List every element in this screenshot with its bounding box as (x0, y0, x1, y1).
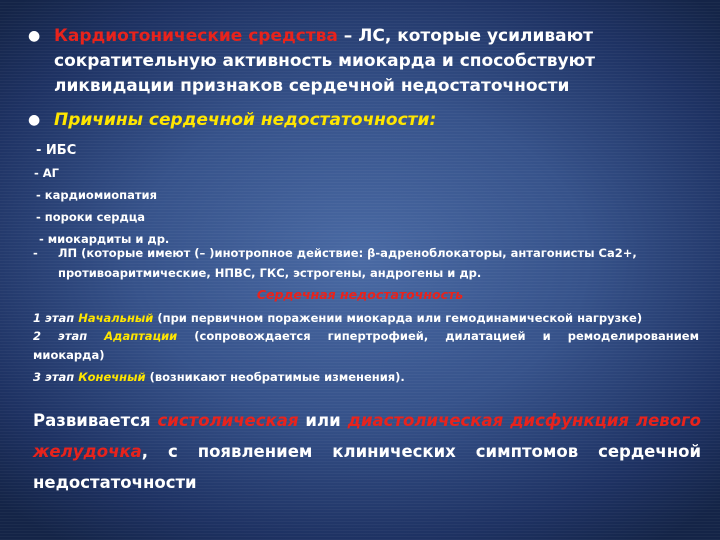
stage-desc: (сопровождается гипертрофией, дилатацией и ремоделированием миокарда) (33, 329, 699, 362)
definition-rest: – ЛС, которые усиливают сократительную активность миокарда и способствуют ликвидации признаков сердечной недостаточности (54, 26, 596, 96)
cause-item: - пороки сердца (36, 210, 146, 224)
summary-part: Развивается (33, 411, 158, 430)
drugs-dash: - (33, 246, 38, 260)
bullet-dot-icon: ● (28, 112, 41, 128)
stage-number: 1 этап (33, 311, 75, 325)
stage-name: Начальный (78, 311, 154, 325)
stage-desc: (возникают необратимые изменения). (149, 370, 405, 384)
summary-systolic: систолическая (157, 411, 299, 430)
stage-2 (33, 327, 699, 365)
causes-heading: Причины сердечной недостаточности: (54, 110, 437, 130)
bullet-causes (28, 108, 678, 133)
stage-number: 3 этап (33, 370, 75, 384)
drugs-line-2: противоаритмические, НПВС, ГКС, эстрогены, андрогены и др. (58, 266, 482, 280)
stage-1 (33, 309, 699, 328)
cause-item: - ИБС (36, 143, 77, 158)
cause-item: - миокардиты и др. (39, 232, 170, 246)
cause-item: - кардиомиопатия (36, 188, 157, 202)
stage-number: 2 этап (33, 329, 88, 343)
summary-part: , с появлением клинических симптомов сердечной недостаточности (33, 442, 701, 492)
bullet-definition (28, 24, 678, 99)
cause-item: - АГ (34, 166, 60, 180)
definition-text (54, 24, 678, 99)
stage-name: Конечный (78, 370, 146, 384)
summary-part: или (298, 411, 348, 430)
stage-name: Адаптации (104, 329, 178, 343)
summary-diastolic: диастолическая дисфункция левого желудочка (33, 411, 701, 461)
stage-desc: (при первичном поражении миокарда или гемодинамической нагрузке) (157, 311, 643, 325)
drugs-line-1: ЛП (которые имеют (– )инотропное действие: β-адреноблокаторы, антагонисты Са2+, (58, 246, 637, 260)
term-cardiotonic: Кардиотонические средства (54, 26, 338, 46)
section-title: Сердечная недостаточность (256, 287, 464, 302)
bullet-dot-icon: ● (28, 28, 41, 44)
summary-paragraph (33, 405, 701, 498)
stage-3 (33, 368, 699, 387)
